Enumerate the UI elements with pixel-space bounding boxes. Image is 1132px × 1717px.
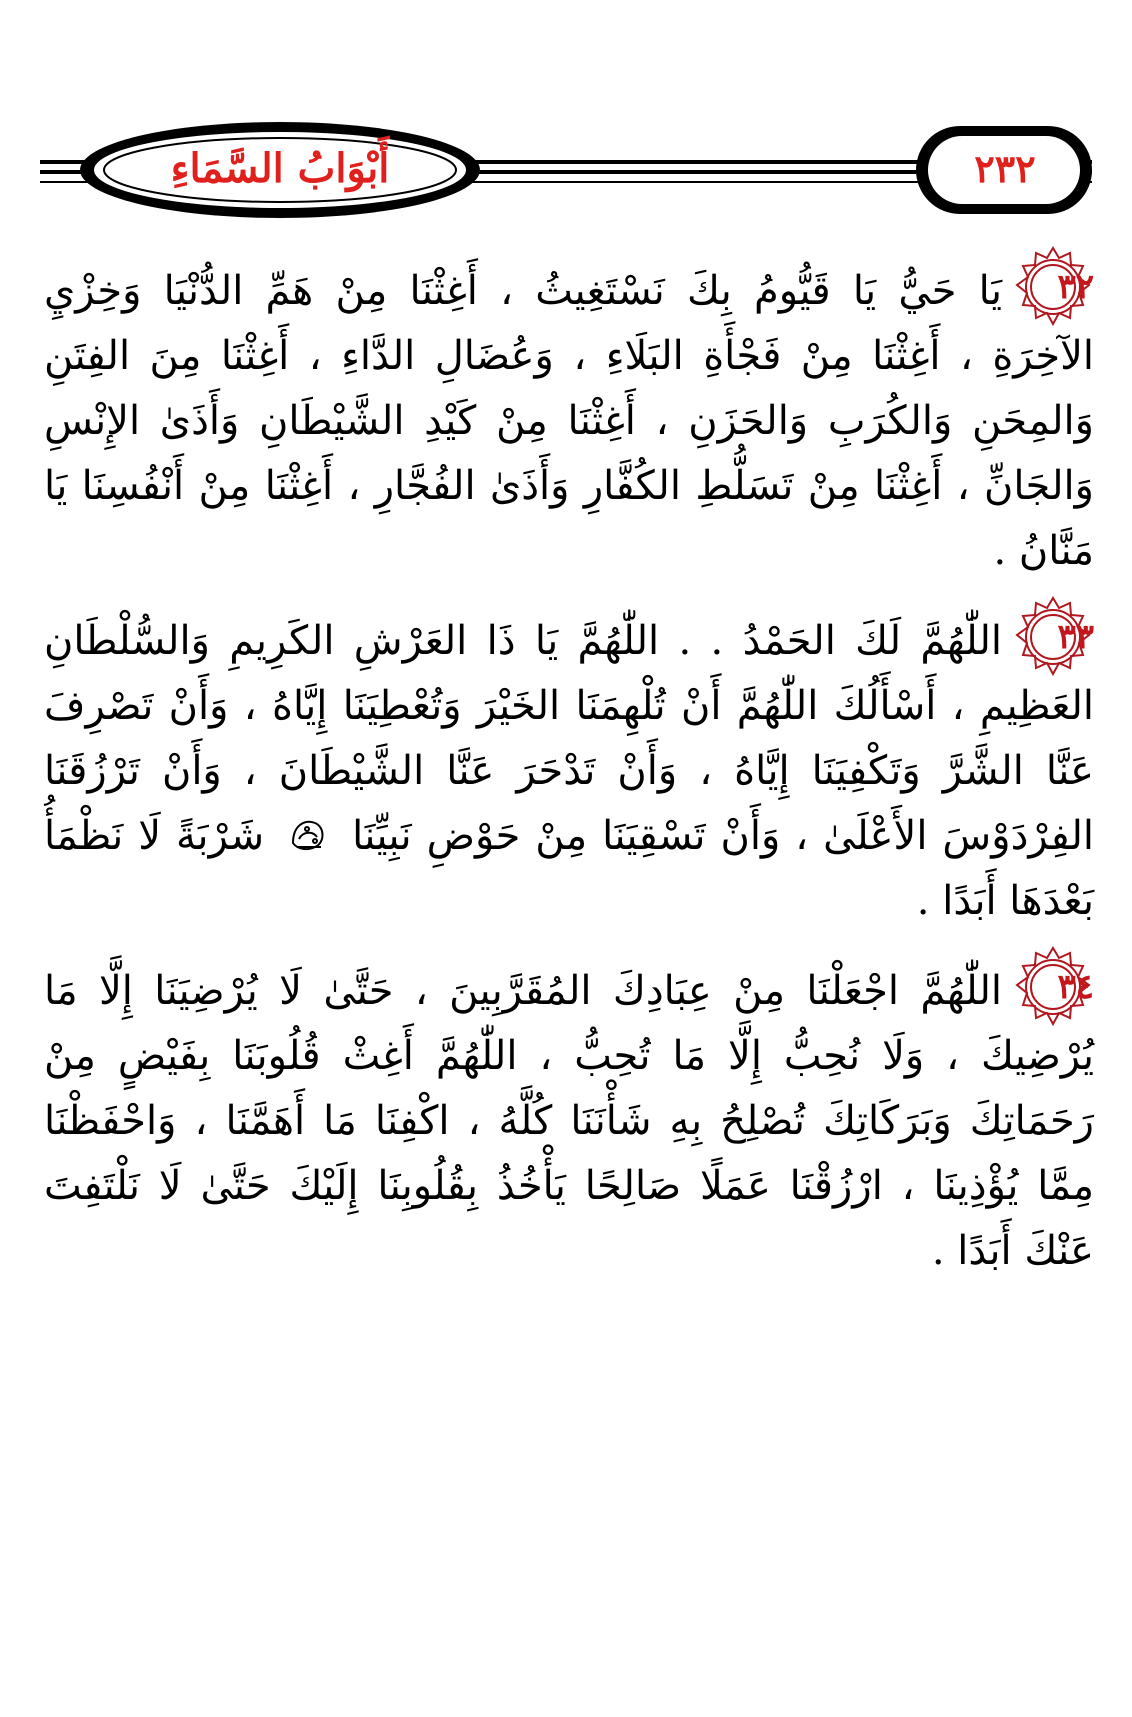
paragraph-text: اللّٰهُمَّ اجْعَلْنَا مِنْ عِبَادِكَ المُقَرَّبِينَ ، حَتَّىٰ لَا يُرْضِيَنَا إِلَّا مَا يُرْضِيكَ ، وَلَا نُحِبُّ إِلَّا مَا تُحِبُّ ، اللّٰهُمَّ أَغِثْ قُلُوبَنَا بِفَيْضٍ مِنْ رَحَمَاتِكَ وَبَرَكَاتِكَ تُصْلِحُ بِهِ شَأْنَنَا كُلَّهُ ، اكْفِنَا مَا أَهَمَّنَا ، وَاحْفَظْنَا مِمَّا يُؤْذِينَا ، ارْزُقْنَا عَمَلًا صَالِحًا يَأْخُذُ بِقُلُوبِنَا إِلَيْكَ حَتَّىٰ لَا نَلْتَفِتَ عَنْكَ أَبَدًا . bbox=[44, 968, 1094, 1274]
main-content bbox=[44, 256, 1094, 1696]
paragraph-text: اللّٰهُمَّ لَكَ الحَمْدُ . . اللّٰهُمَّ يَا ذَا العَرْشِ الكَرِيمِ وَالسُّلْطَانِ العَظِيمِ ، أَسْأَلُكَ اللّٰهُمَّ أَنْ تُلْهِمَنَا الخَيْرَ وَتُعْطِيَنَا إِيَّاهُ ، وَأَنْ تَصْرِفَ عَنَّا الشَّرَّ وَتَكْفِيَنَا إِيَّاهُ ، وَأَنْ تَدْحَرَ عَنَّا الشَّيْطَانَ ، وَأَنْ تَرْزُقَنَا الفِرْدَوْسَ الأَعْلَىٰ ، وَأَنْ تَسْقِيَنَا مِنْ حَوْضِ نَبِيِّنَا bbox=[44, 618, 1095, 859]
paragraph-text: يَا حَيُّ يَا قَيُّومُ بِكَ نَسْتَغِيثُ ، أَغِثْنَا مِنْ هَمِّ الدُّنْيَا وَخِزْيِ الآخِرَةِ ، أَغِثْنَا مِنْ فَجْأَةِ البَلَاءِ ، وَعُضَالِ الدَّاءِ ، أَغِثْنَا مِنَ الفِتَنِ وَالمِحَنِ وَالكُرَبِ وَالحَزَنِ ، أَغِثْنَا مِنْ كَيْدِ الشَّيْطَانِ وَأَذَىٰ الإِنْسِ وَالجَانِّ ، أَغِثْنَا مِنْ تَسَلُّطِ الكُفَّارِ وَأَذَىٰ الفُجَّارِ ، أَغِثْنَا مِنْ أَنْفُسِنَا يَا مَنَّانُ . bbox=[44, 268, 1094, 574]
paragraph-text: شَرْبَةً لَا نَظْمَأُ بَعْدَهَا أَبَدًا . bbox=[44, 813, 1094, 924]
paragraph-number: ٣٤ bbox=[1057, 967, 1094, 1007]
paragraph-number: ٣٣ bbox=[1057, 617, 1094, 657]
page-number: ٢٣٢ bbox=[974, 146, 1036, 191]
page-header bbox=[40, 110, 1092, 230]
salawat-seal-icon bbox=[285, 813, 331, 859]
paragraph-32 bbox=[44, 256, 1094, 584]
paragraph-number-badge bbox=[1012, 956, 1094, 1018]
page-title: أَبْوَابُ السَّمَاءِ bbox=[170, 145, 390, 192]
paragraph-number-badge bbox=[1012, 606, 1094, 668]
paragraph-33 bbox=[44, 606, 1094, 934]
paragraph-number-badge bbox=[1012, 256, 1094, 318]
paragraph-34 bbox=[44, 956, 1094, 1284]
paragraph-number: ٣٢ bbox=[1057, 267, 1094, 307]
